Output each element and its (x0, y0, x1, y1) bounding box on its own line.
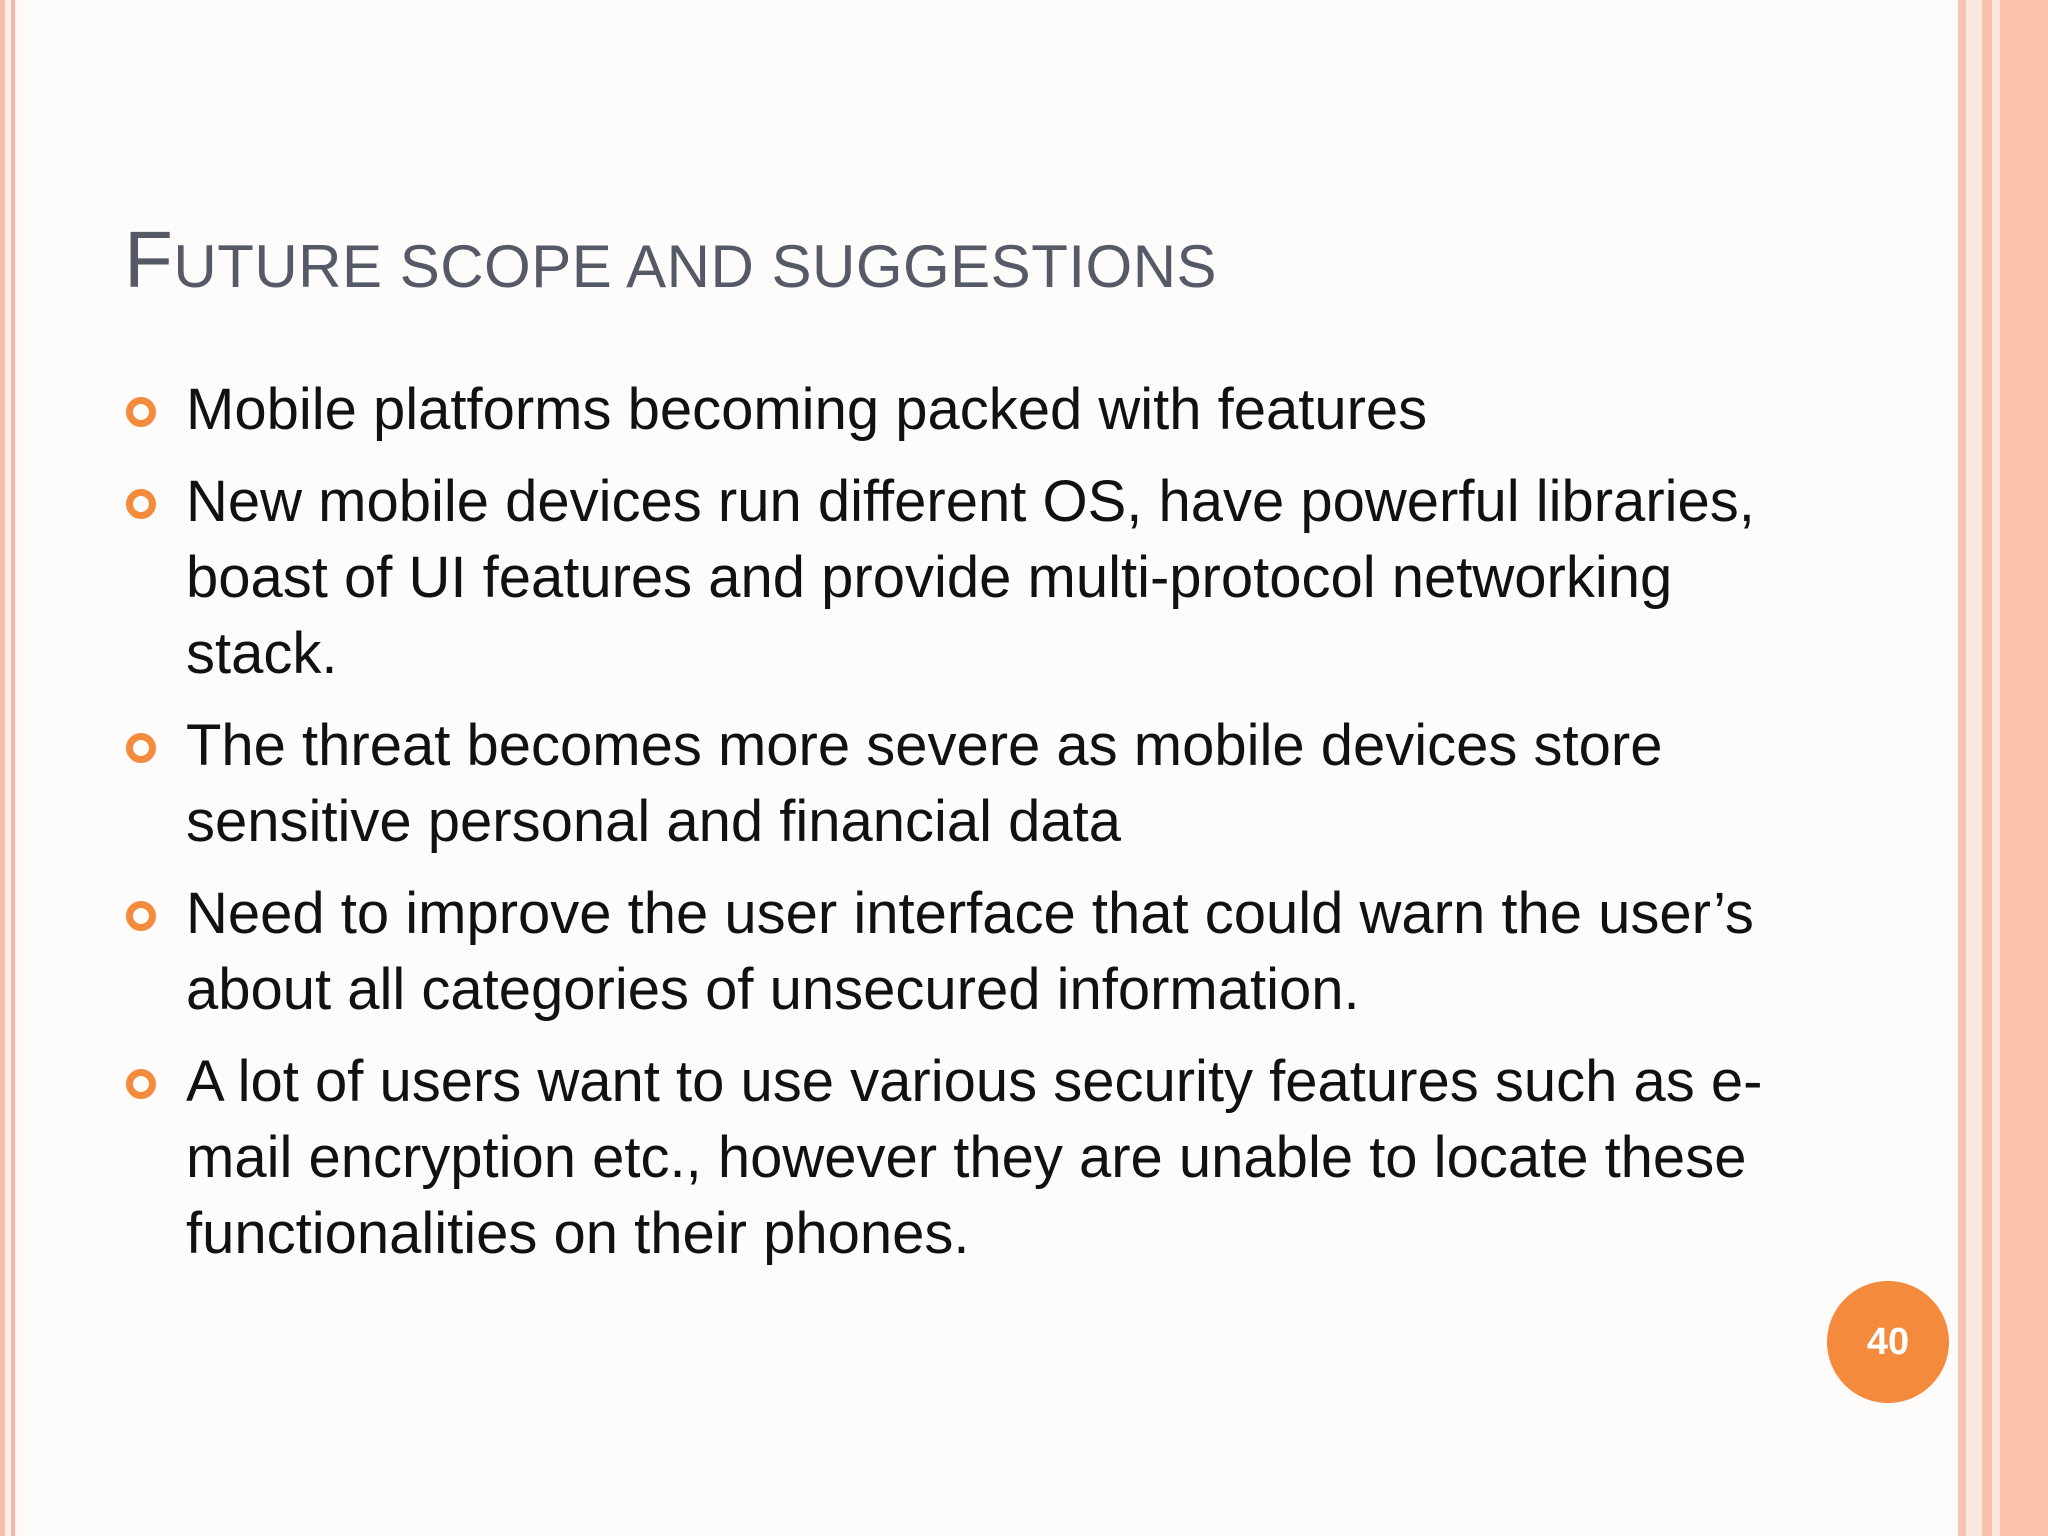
right-border-stripe (2000, 0, 2048, 1536)
bullet-text: Mobile platforms becoming packed with features (186, 377, 1428, 442)
bullet-item (126, 1044, 1766, 1272)
bullet-text: New mobile devices run different OS, have powerful libraries, boast of UI features and provide multi-protocol networking stack. (186, 469, 1755, 686)
left-border-stripe (15, 0, 23, 1536)
slide-title (124, 214, 1217, 306)
bullet-item (126, 464, 1766, 692)
bullet-circle-icon (126, 489, 156, 519)
bullet-list (126, 372, 1766, 1288)
right-border-stripe (1982, 0, 1992, 1536)
bullet-item (126, 876, 1766, 1028)
right-border-stripe (1958, 0, 1966, 1536)
bullet-item (126, 372, 1766, 448)
bullet-text: Need to improve the user interface that could warn the user’s about all categories of unsecured information. (186, 881, 1754, 1022)
bullet-circle-icon (126, 901, 156, 931)
right-border-stripe (1992, 0, 2000, 1536)
bullet-text: A lot of users want to use various security features such as e-mail encryption etc., however they are unable to locate these functionalities on their phones. (186, 1049, 1763, 1266)
bullet-text: The threat becomes more severe as mobile devices store sensitive personal and financial data (186, 713, 1663, 854)
bullet-circle-icon (126, 397, 156, 427)
slide-title-initial: F (124, 215, 174, 304)
bullet-circle-icon (126, 1069, 156, 1099)
bullet-item (126, 708, 1766, 860)
page-number-badge: 40 (1827, 1281, 1949, 1403)
slide-title-rest: UTURE SCOPE AND SUGGESTIONS (173, 233, 1218, 300)
bullet-circle-icon (126, 733, 156, 763)
right-border-stripe (1966, 0, 1982, 1536)
